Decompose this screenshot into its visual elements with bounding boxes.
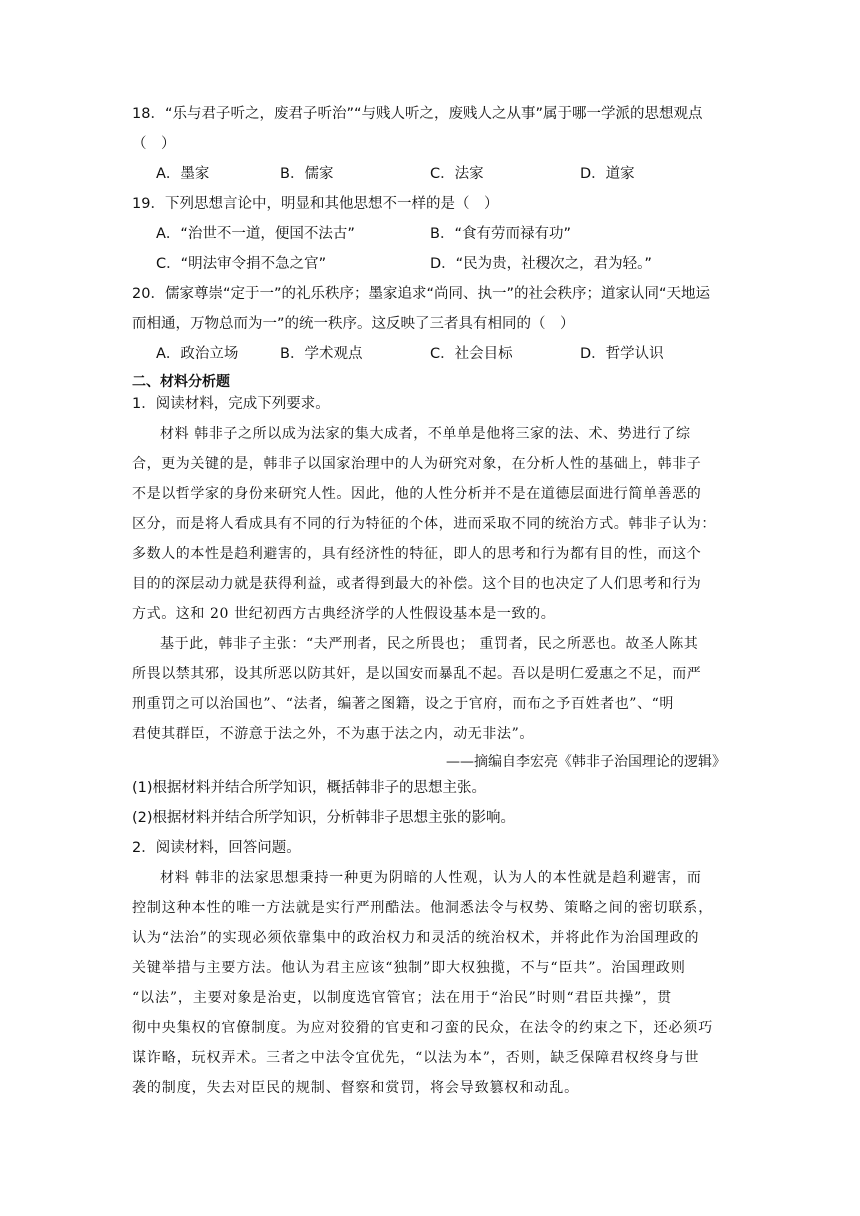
m2-prompt: 2．阅读材料，回答问题。	[132, 840, 301, 856]
m1-source: ——摘编自李宏亮《韩非子治国理论的逻辑》	[446, 754, 726, 770]
m1-para1-line: 多数人的本性是趋利避害的，具有经济性的特征，即人的思考和行为都有目的性，而这个	[132, 546, 702, 562]
q19-options-row1	[0, 224, 860, 244]
m2-para-line: 关键举措与主要方法。他认为君主应该“独制”即大权独揽，不与“臣共”。治国理政则	[132, 960, 686, 976]
m2-para-line: 材料 韩非的法家思想秉持一种更为阴暗的人性观，认为人的本性就是趋利避害，而	[160, 870, 702, 886]
m1-para2-line: 刑重罚之可以治国也”、“法者，编著之图籍，设之于官府，而布之予百姓者也”、“明	[132, 696, 675, 712]
q20-stem-line2: 而相通，万物总而为一”的统一秩序。这反映了三者具有相同的（ ）	[132, 316, 575, 332]
m1-para1-line: 方式。这和 20 世纪初西方古典经济学的人性假设基本是一致的。	[132, 606, 556, 622]
m1-subquestion-1: (1)根据材料并结合所学知识，概括韩非子的思想主张。	[132, 780, 487, 796]
q19-option-a[interactable]: A．“治世不一道，便国不法古”	[156, 226, 355, 242]
q20-stem-line1: 20．儒家尊崇“定于一”的礼乐秩序；墨家追求“尚同、执一”的社会秩序；道家认同“天地运	[132, 286, 711, 302]
m1-para2-line: 所畏以禁其邪，设其所恶以防其奸，是以国安而暴乱不起。吾以是明仁爱惠之不足，而严	[132, 666, 702, 682]
m1-subquestion-2: (2)根据材料并结合所学知识，分析韩非子思想主张的影响。	[132, 810, 516, 826]
m1-para1-line: 不是以哲学家的身份来研究人性。因此，他的人性分析并不是在道德层面进行简单善恶的	[132, 486, 702, 502]
m1-para1-line: 合，更为关键的是，韩非子以国家治理中的人为研究对象，在分析人性的基础上，韩非子	[132, 456, 702, 472]
q18-stem-line1: 18．“乐与君子听之，废君子听治”“与贱人听之，废贱人之从事”属于哪一学派的思想观点	[132, 106, 703, 122]
q19-options-row2	[0, 254, 860, 274]
m2-para-line: 认为“法治”的实现必须依靠集中的政治权力和灵活的统治权术，并将此作为治国理政的	[132, 930, 700, 946]
m1-para1-line: 目的的深层动力就是获得利益，或者得到最大的补偿。这个目的也决定了人们思考和行为	[132, 576, 702, 592]
q20-options	[0, 344, 860, 364]
q18-stem-line2: （ ）	[132, 136, 176, 152]
q20-option-d[interactable]: D．哲学认识	[580, 346, 664, 362]
q20-option-a[interactable]: A．政治立场	[156, 346, 239, 362]
m1-para2-line: 基于此，韩非子主张：“夫严刑者，民之所畏也； 重罚者，民之所恶也。故圣人陈其	[160, 636, 699, 652]
m1-para1-line: 区分，而是将人看成具有不同的行为特征的个体，进而采取不同的统治方式。韩非子认为：	[132, 516, 716, 532]
q19-option-b[interactable]: B．“食有劳而禄有功”	[430, 226, 571, 242]
m2-para-line: 控制这种本性的唯一方法就是实行严刑酷法。他洞悉法令与权势、策略之间的密切联系，	[132, 900, 714, 916]
section-title: 二、材料分析题	[132, 374, 230, 390]
q20-option-c[interactable]: C．社会目标	[430, 346, 513, 362]
m2-para-line: 彻中央集权的官僚制度。为应对狡猾的官吏和刁蛮的民众，在法令的约束之下，还必须巧	[132, 1020, 714, 1036]
q18-option-d[interactable]: D．道家	[580, 166, 635, 182]
m2-para-line: 袭的制度，失去对臣民的规制、督察和赏罚，将会导致篡权和动乱。	[132, 1080, 579, 1096]
q18-option-c[interactable]: C．法家	[430, 166, 484, 182]
q19-stem: 19．下列思想言论中，明显和其他思想不一样的是（ ）	[132, 196, 499, 212]
m1-para2-line: 君使其群臣，不游意于法之外，不为惠于法之内，动无非法”。	[132, 726, 534, 742]
q19-option-d[interactable]: D．“民为贵，社稷次之，君为轻。”	[430, 256, 652, 272]
q20-option-b[interactable]: B．学术观点	[280, 346, 363, 362]
q18-options	[0, 164, 860, 184]
q19-option-c[interactable]: C．“明法审令捐不急之官”	[156, 256, 327, 272]
q18-option-b[interactable]: B．儒家	[280, 166, 334, 182]
m2-para-line: “以法”，主要对象是治吏，以制度选官管官；法在用于“治民”时则“君臣共操”，贯	[132, 990, 673, 1006]
m2-para-line: 谋诈略，玩权弄术。三者之中法令宜优先，“以法为本”，否则，缺乏保障君权终身与世	[132, 1050, 700, 1066]
q18-option-a[interactable]: A．墨家	[156, 166, 210, 182]
m1-para1-line: 材料 韩非子之所以成为法家的集大成者，不单单是他将三家的法、术、势进行了综	[160, 426, 691, 442]
m1-prompt: 1．阅读材料，完成下列要求。	[132, 396, 330, 412]
